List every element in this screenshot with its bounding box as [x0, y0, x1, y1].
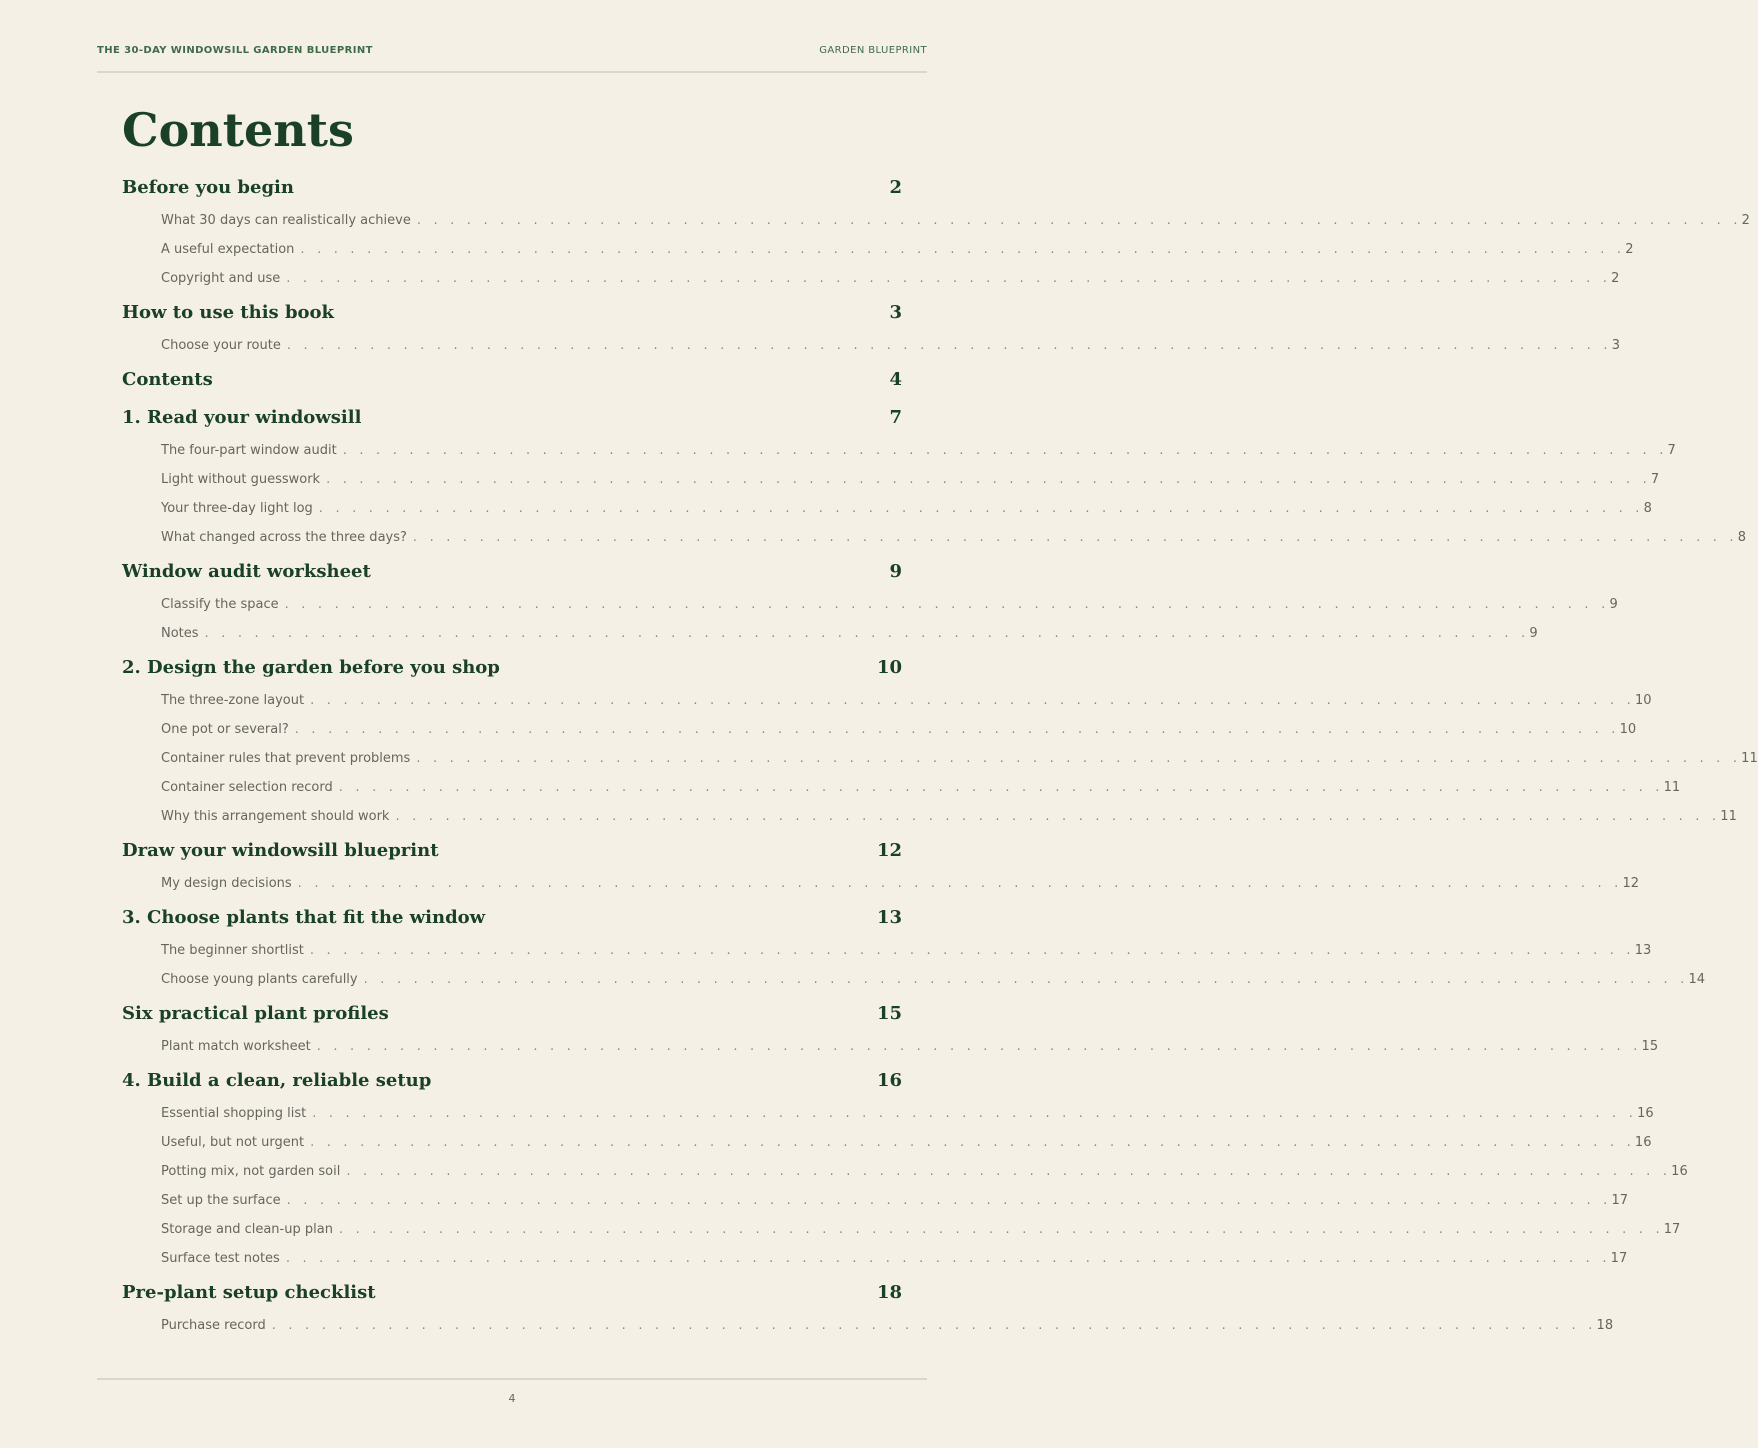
toc-subsection-entry[interactable] — [122, 869, 1640, 898]
toc-subsection-page: 14 — [1688, 972, 1706, 987]
toc-section-label: Draw your windowsill blueprint — [122, 840, 439, 861]
toc-section-entry[interactable] — [122, 1063, 902, 1099]
dot-leader: . . . . . . . . . . . . . . . . . . . . . . . . . . . . . . . . . . . . . . . . . . . . . . . . . . . . . . . . . . . . . . . . . . . . . . . . . . . . . . . . — [316, 1039, 1642, 1054]
toc-subsection-label: Your three-day light log — [161, 501, 313, 516]
toc-section-label: Window audit worksheet — [122, 561, 371, 582]
toc-subsection-entry[interactable] — [122, 1215, 1681, 1244]
toc-subsection-page: 3 — [1611, 338, 1620, 353]
toc-subsection-page: 17 — [1663, 1222, 1681, 1237]
toc-subsection-entry[interactable] — [122, 590, 1618, 619]
toc-subsection-label: My design decisions — [161, 876, 292, 891]
toc-section-entry[interactable] — [122, 833, 902, 869]
toc-section-label: 1. Read your windowsill — [122, 407, 362, 428]
toc-subsection-page: 8 — [1737, 530, 1747, 545]
toc-subsection-label: One pot or several? — [161, 722, 289, 737]
dot-leader: . . . . . . . . . . . . . . . . . . . . . . . . . . . . . . . . . . . . . . . . . . . . . . . . . . . . . . . . . . . . . . . . . . . . . . . . . . . . . . . . — [204, 626, 1530, 641]
toc-subsection-page: 16 — [1634, 1135, 1652, 1150]
dot-leader: . . . . . . . . . . . . . . . . . . . . . . . . . . . . . . . . . . . . . . . . . . . . . . . . . . . . . . . . . . . . . . . . . . . . . . . . . . . . . . . . — [416, 751, 1742, 766]
toc-subsection-entry[interactable] — [122, 686, 1652, 715]
toc-subsection-entry[interactable] — [122, 523, 1747, 552]
toc-subsection-entry[interactable] — [122, 965, 1706, 994]
toc-subsection-entry[interactable] — [122, 802, 1737, 831]
toc-subsection-entry[interactable] — [122, 773, 1681, 802]
toc-subsection-page: 11 — [1720, 809, 1737, 824]
toc-subsection-page: 9 — [1529, 626, 1538, 641]
toc-subsection-label: What 30 days can realistically achieve — [161, 213, 411, 228]
toc-subsection-page: 2 — [1741, 213, 1750, 228]
toc-section-label: How to use this book — [122, 302, 335, 323]
toc-subsection-page: 17 — [1611, 1193, 1629, 1208]
toc-subsection-entry[interactable] — [122, 494, 1652, 523]
toc-subsection-label: The beginner shortlist — [161, 943, 304, 958]
toc-subsection-label: Choose your route — [161, 338, 281, 353]
contents-page — [122, 100, 1758, 1340]
toc-subsection-page: 10 — [1619, 722, 1637, 737]
toc-subsection-entry[interactable] — [122, 436, 1676, 465]
toc-subsection-page: 11 — [1663, 780, 1681, 795]
toc-subsection-label: Light without guesswork — [161, 472, 321, 487]
toc-subsection-label: Plant match worksheet — [161, 1039, 311, 1054]
toc-subsection-label: The three-zone layout — [161, 693, 305, 708]
toc-subsection-label: Why this arrangement should work — [161, 809, 390, 824]
dot-leader: . . . . . . . . . . . . . . . . . . . . . . . . . . . . . . . . . . . . . . . . . . . . . . . . . . . . . . . . . . . . . . . . . . . . . . . . . . . . . . . . — [284, 597, 1610, 612]
toc-section-entry[interactable] — [122, 170, 902, 206]
dot-leader: . . . . . . . . . . . . . . . . . . . . . . . . . . . . . . . . . . . . . . . . . . . . . . . . . . . . . . . . . . . . . . . . . . . . . . . . . . . . . . . . — [342, 443, 1668, 458]
toc-section-label: Contents — [122, 369, 213, 390]
toc-subsection-label: Classify the space — [161, 597, 279, 612]
toc-section-page: 16 — [876, 1070, 902, 1091]
toc-subsection-page: 12 — [1622, 876, 1640, 891]
toc-subsection-entry[interactable] — [122, 744, 1758, 773]
toc-subsection-page: 2 — [1625, 242, 1634, 257]
toc-subsection-entry[interactable] — [122, 331, 1620, 360]
toc-section-label: Pre-plant setup checklist — [122, 1282, 376, 1303]
dot-leader: . . . . . . . . . . . . . . . . . . . . . . . . . . . . . . . . . . . . . . . . . . . . . . . . . . . . . . . . . . . . . . . . . . . . . . . . . . . . . . . . — [346, 1164, 1672, 1179]
toc-subsection-label: Notes — [161, 626, 199, 641]
toc-subsection-label: Set up the surface — [161, 1193, 281, 1208]
dot-leader: . . . . . . . . . . . . . . . . . . . . . . . . . . . . . . . . . . . . . . . . . . . . . . . . . . . . . . . . . . . . . . . . . . . . . . . . . . . . . . . . — [363, 972, 1689, 987]
toc-section-page: 4 — [889, 369, 902, 390]
toc-subsection-entry[interactable] — [122, 1032, 1659, 1061]
toc-subsection-label: Useful, but not urgent — [161, 1135, 305, 1150]
toc-subsection-label: A useful expectation — [161, 242, 295, 257]
dot-leader: . . . . . . . . . . . . . . . . . . . . . . . . . . . . . . . . . . . . . . . . . . . . . . . . . . . . . . . . . . . . . . . . . . . . . . . . . . . . . . . . — [338, 780, 1664, 795]
toc-subsection-page: 17 — [1610, 1251, 1628, 1266]
toc-subsection-entry[interactable] — [122, 1186, 1629, 1215]
toc-subsection-entry[interactable] — [122, 465, 1660, 494]
toc-section-page: 3 — [889, 302, 902, 323]
toc-subsection-label: Choose young plants carefully — [161, 972, 358, 987]
toc-subsection-entry[interactable] — [122, 715, 1637, 744]
toc-subsection-label: The four-part window audit — [161, 443, 337, 458]
dot-leader: . . . . . . . . . . . . . . . . . . . . . . . . . . . . . . . . . . . . . . . . . . . . . . . . . . . . . . . . . . . . . . . . . . . . . . . . . . . . . . . . — [310, 1135, 1635, 1150]
toc-subsection-page: 7 — [1650, 472, 1660, 487]
toc-section-label: Before you begin — [122, 177, 294, 198]
toc-section-entry[interactable] — [122, 650, 902, 686]
running-header — [97, 40, 927, 60]
toc-section-page: 9 — [889, 561, 902, 582]
toc-subsection-entry[interactable] — [122, 235, 1634, 264]
toc-subsection-label: Essential shopping list — [161, 1106, 307, 1121]
dot-leader: . . . . . . . . . . . . . . . . . . . . . . . . . . . . . . . . . . . . . . . . . . . . . . . . . . . . . . . . . . . . . . . . . . . . . . . . . . . . . . . . — [297, 876, 1623, 891]
dot-leader: . . . . . . . . . . . . . . . . . . . . . . . . . . . . . . . . . . . . . . . . . . . . . . . . . . . . . . . . . . . . . . . . . . . . . . . . . . . . . . . . — [395, 809, 1721, 824]
dot-leader: . . . . . . . . . . . . . . . . . . . . . . . . . . . . . . . . . . . . . . . . . . . . . . . . . . . . . . . . . . . . . . . . . . . . . . . . . . . . . . . . — [309, 943, 1635, 958]
toc-subsection-entry[interactable] — [122, 1311, 1614, 1340]
section-title: GARDEN BLUEPRINT — [819, 44, 927, 56]
dot-leader: . . . . . . . . . . . . . . . . . . . . . . . . . . . . . . . . . . . . . . . . . . . . . . . . . . . . . . . . . . . . . . . . . . . . . . . . . . . . . . . . — [326, 472, 1651, 487]
header-divider — [97, 71, 927, 73]
toc-subsection-page: 9 — [1609, 597, 1618, 612]
toc-section-label: 2. Design the garden before you shop — [122, 657, 500, 678]
toc-subsection-label: Surface test notes — [161, 1251, 280, 1266]
toc-subsection-label: Storage and clean-up plan — [161, 1222, 333, 1237]
toc-section-entry[interactable] — [122, 362, 902, 398]
dot-leader: . . . . . . . . . . . . . . . . . . . . . . . . . . . . . . . . . . . . . . . . . . . . . . . . . . . . . . . . . . . . . . . . . . . . . . . . . . . . . . . . — [285, 1251, 1611, 1266]
toc-section-page: 12 — [876, 840, 902, 861]
toc-section-label: Six practical plant profiles — [122, 1003, 389, 1024]
toc-subsection-entry[interactable] — [122, 1244, 1628, 1273]
toc-subsection-entry[interactable] — [122, 1157, 1688, 1186]
toc-section-page: 13 — [876, 907, 902, 928]
toc-section-page: 18 — [876, 1282, 902, 1303]
toc-section-label: 4. Build a clean, reliable setup — [122, 1070, 432, 1091]
toc-subsection-entry[interactable] — [122, 264, 1620, 293]
dot-leader: . . . . . . . . . . . . . . . . . . . . . . . . . . . . . . . . . . . . . . . . . . . . . . . . . . . . . . . . . . . . . . . . . . . . . . . . . . . . . . . . — [286, 1193, 1612, 1208]
toc-section-page: 10 — [876, 657, 902, 678]
dot-leader: . . . . . . . . . . . . . . . . . . . . . . . . . . . . . . . . . . . . . . . . . . . . . . . . . . . . . . . . . . . . . . . . . . . . . . . . . . . . . . . . — [300, 242, 1626, 257]
dot-leader: . . . . . . . . . . . . . . . . . . . . . . . . . . . . . . . . . . . . . . . . . . . . . . . . . . . . . . . . . . . . . . . . . . . . . . . . . . . . . . . . — [294, 722, 1620, 737]
toc-subsection-label: What changed across the three days? — [161, 530, 407, 545]
toc-subsection-entry[interactable] — [122, 1128, 1652, 1157]
toc-subsection-entry[interactable] — [122, 1099, 1654, 1128]
toc-subsection-page: 8 — [1643, 501, 1652, 516]
toc-subsection-label: Container selection record — [161, 780, 333, 795]
toc-subsection-page: 16 — [1671, 1164, 1688, 1179]
page-number: 4 — [508, 1392, 516, 1405]
toc-section-entry[interactable] — [122, 400, 902, 436]
toc-section-entry[interactable] — [122, 1275, 902, 1311]
toc-subsection-page: 13 — [1634, 943, 1652, 958]
book-title: THE 30-DAY WINDOWSILL GARDEN BLUEPRINT — [97, 44, 373, 56]
toc-subsection-page: 2 — [1611, 271, 1620, 286]
toc-section-entry[interactable] — [122, 554, 902, 590]
footer-divider — [97, 1378, 927, 1380]
toc-subsection-page: 15 — [1641, 1039, 1659, 1054]
dot-leader: . . . . . . . . . . . . . . . . . . . . . . . . . . . . . . . . . . . . . . . . . . . . . . . . . . . . . . . . . . . . . . . . . . . . . . . . . . . . . . . . — [312, 1106, 1638, 1121]
page-title: Contents — [122, 103, 354, 157]
dot-leader: . . . . . . . . . . . . . . . . . . . . . . . . . . . . . . . . . . . . . . . . . . . . . . . . . . . . . . . . . . . . . . . . . . . . . . . . . . . . . . . . — [416, 213, 1742, 228]
toc-subsection-page: 10 — [1634, 693, 1652, 708]
toc-section-page: 7 — [889, 407, 902, 428]
dot-leader: . . . . . . . . . . . . . . . . . . . . . . . . . . . . . . . . . . . . . . . . . . . . . . . . . . . . . . . . . . . . . . . . . . . . . . . . . . . . . . . . — [286, 338, 1612, 353]
toc-subsection-entry[interactable] — [122, 936, 1652, 965]
toc-subsection-label: Potting mix, not garden soil — [161, 1164, 341, 1179]
dot-leader: . . . . . . . . . . . . . . . . . . . . . . . . . . . . . . . . . . . . . . . . . . . . . . . . . . . . . . . . . . . . . . . . . . . . . . . . . . . . . . . . — [318, 501, 1644, 516]
toc-subsection-page: 7 — [1667, 443, 1676, 458]
toc-section-entry[interactable] — [122, 295, 902, 331]
toc-section-entry[interactable] — [122, 996, 902, 1032]
table-of-contents — [122, 170, 1758, 1340]
toc-section-page: 2 — [889, 177, 902, 198]
toc-subsection-entry[interactable] — [122, 206, 1750, 235]
toc-section-label: 3. Choose plants that fit the window — [122, 907, 486, 928]
dot-leader: . . . . . . . . . . . . . . . . . . . . . . . . . . . . . . . . . . . . . . . . . . . . . . . . . . . . . . . . . . . . . . . . . . . . . . . . . . . . . . . . — [310, 693, 1635, 708]
toc-subsection-label: Purchase record — [161, 1318, 266, 1333]
toc-subsection-page: 18 — [1596, 1318, 1614, 1333]
toc-subsection-page: 16 — [1637, 1106, 1654, 1121]
toc-subsection-label: Container rules that prevent problems — [161, 751, 411, 766]
toc-subsection-page: 11 — [1741, 751, 1758, 766]
toc-subsection-label: Copyright and use — [161, 271, 281, 286]
dot-leader: . . . . . . . . . . . . . . . . . . . . . . . . . . . . . . . . . . . . . . . . . . . . . . . . . . . . . . . . . . . . . . . . . . . . . . . . . . . . . . . . — [271, 1318, 1597, 1333]
dot-leader: . . . . . . . . . . . . . . . . . . . . . . . . . . . . . . . . . . . . . . . . . . . . . . . . . . . . . . . . . . . . . . . . . . . . . . . . . . . . . . . . — [412, 530, 1738, 545]
toc-section-entry[interactable] — [122, 900, 902, 936]
toc-subsection-entry[interactable] — [122, 619, 1538, 648]
toc-section-page: 15 — [876, 1003, 902, 1024]
dot-leader: . . . . . . . . . . . . . . . . . . . . . . . . . . . . . . . . . . . . . . . . . . . . . . . . . . . . . . . . . . . . . . . . . . . . . . . . . . . . . . . . — [286, 271, 1612, 286]
dot-leader: . . . . . . . . . . . . . . . . . . . . . . . . . . . . . . . . . . . . . . . . . . . . . . . . . . . . . . . . . . . . . . . . . . . . . . . . . . . . . . . . — [338, 1222, 1664, 1237]
